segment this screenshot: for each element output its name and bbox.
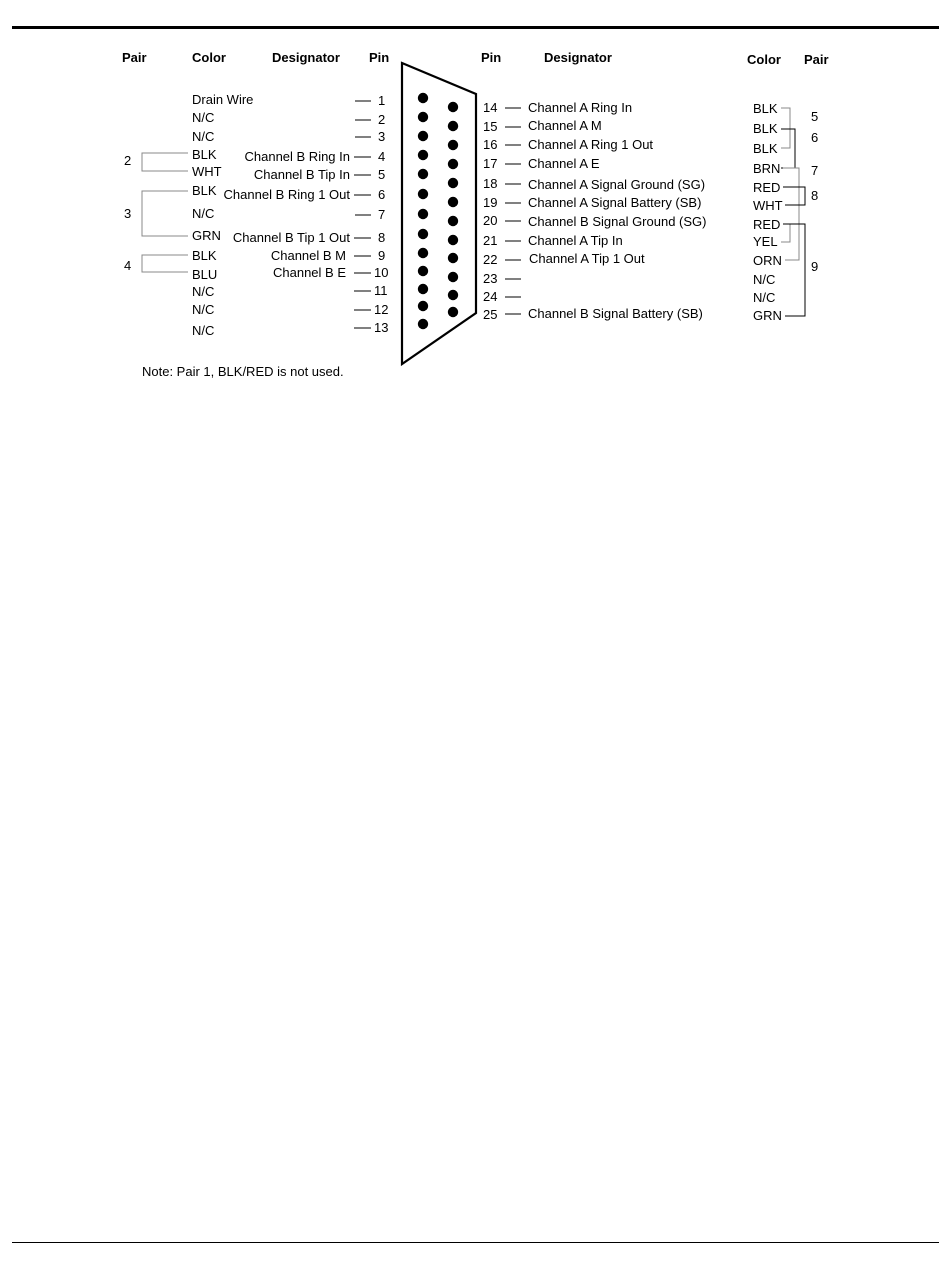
left-pair-4: 4 <box>124 258 132 273</box>
right-color-23: N/C <box>753 272 776 287</box>
right-designator-18: Channel A Signal Ground (SG) <box>528 177 706 192</box>
header-right-designator: Designator <box>544 50 612 65</box>
left-pair-brackets <box>142 153 188 272</box>
right-pair-brackets <box>781 108 805 316</box>
header-right-pair: Pair <box>804 52 829 67</box>
right-designator-19: Channel A Signal Battery (SB) <box>528 195 702 210</box>
left-color-2: N/C <box>192 110 215 125</box>
left-designator-6: Channel B Ring 1 Out <box>223 187 350 202</box>
right-color-17: BRN <box>753 161 781 176</box>
right-pin-15: 15 <box>483 119 498 134</box>
left-designator-10: Channel B E <box>273 265 346 280</box>
db25-connector-shell <box>402 63 476 364</box>
left-pin-8: 8 <box>378 230 386 245</box>
left-pin-9: 9 <box>378 248 386 263</box>
right-designator-20: Channel B Signal Ground (SG) <box>528 214 707 229</box>
right-pair-8: 8 <box>811 188 819 203</box>
note-text: Note: Pair 1, BLK/RED is not used. <box>142 364 344 379</box>
right-designator-14: Channel A Ring In <box>528 100 633 115</box>
right-pair-5: 5 <box>811 109 819 124</box>
right-pin-22: 22 <box>483 252 498 267</box>
right-color-25: GRN <box>753 308 782 323</box>
left-color-4: BLK <box>192 147 217 162</box>
left-color-10: BLU <box>192 267 218 282</box>
right-pin-24: 24 <box>483 289 498 304</box>
header-left-color: Color <box>192 50 226 65</box>
right-designator-22: Channel A Tip 1 Out <box>529 251 645 266</box>
right-color-22: ORN <box>753 253 782 268</box>
left-pin-4: 4 <box>378 149 386 164</box>
left-pin-11: 11 <box>374 283 388 298</box>
left-color-6: BLK <box>192 183 217 198</box>
right-color-19: WHT <box>753 198 783 213</box>
right-pin-23: 23 <box>483 271 498 286</box>
right-pin-21: 21 <box>483 233 498 248</box>
right-pin-19: 19 <box>483 195 498 210</box>
left-designator-9: Channel B M <box>270 248 346 263</box>
header-right-pin: Pin <box>481 50 502 65</box>
right-color-21: YEL <box>753 234 778 249</box>
bottom-rule <box>12 1242 939 1243</box>
header-left-designator: Designator <box>272 50 340 65</box>
right-designator-21: Channel A Tip In <box>528 233 623 248</box>
left-pair-3: 3 <box>124 206 132 221</box>
left-color-13: N/C <box>192 323 215 338</box>
left-pin-6: 6 <box>378 187 386 202</box>
left-pin-13: 13 <box>374 320 389 335</box>
right-color-20: RED <box>753 217 781 232</box>
left-pin-2: 2 <box>378 112 386 127</box>
header-left-pin: Pin <box>369 50 390 65</box>
left-pin-12: 12 <box>374 302 389 317</box>
left-color-9: BLK <box>192 248 217 263</box>
left-color-7: N/C <box>192 206 215 221</box>
left-pin-10: 10 <box>374 265 389 280</box>
right-pair-9: 9 <box>811 259 819 274</box>
right-color-15: BLK <box>753 121 778 136</box>
left-color-8: GRN <box>192 228 221 243</box>
right-pin-14: 14 <box>483 100 498 115</box>
right-pin-20: 20 <box>483 213 498 228</box>
left-color-12: N/C <box>192 302 215 317</box>
right-pin-17: 17 <box>483 156 498 171</box>
left-pair-2: 2 <box>124 153 132 168</box>
header-right-color: Color <box>747 52 781 67</box>
right-color-24: N/C <box>753 290 776 305</box>
left-designator-4: Channel B Ring In <box>244 149 350 164</box>
left-color-3: N/C <box>192 129 215 144</box>
left-pin-7: 7 <box>378 207 386 222</box>
left-pin-leaders <box>354 101 371 328</box>
right-color-16: BLK <box>753 141 778 156</box>
right-color-18: RED <box>753 180 781 195</box>
left-designator-8: Channel B Tip 1 Out <box>232 230 350 245</box>
right-pin-25: 25 <box>483 307 498 322</box>
right-designator-17: Channel A E <box>528 156 600 171</box>
right-color-14: BLK <box>753 101 778 116</box>
right-pair-6: 6 <box>811 130 819 145</box>
left-color-11: N/C <box>192 284 215 299</box>
left-pin-1: 1 <box>378 93 386 108</box>
right-designator-16: Channel A Ring 1 Out <box>528 137 654 152</box>
left-designator-5: Channel B Tip In <box>253 167 350 182</box>
right-pin-16: 16 <box>483 137 498 152</box>
right-pin-18: 18 <box>483 176 498 191</box>
right-pair-7: 7 <box>811 163 819 178</box>
header-left-pair: Pair <box>122 50 147 65</box>
right-pin-leaders <box>505 108 521 314</box>
left-color-1: Drain Wire <box>192 92 254 107</box>
right-designator-15: Channel A M <box>528 118 602 133</box>
left-pin-3: 3 <box>378 129 386 144</box>
left-color-5: WHT <box>192 164 222 179</box>
left-pin-5: 5 <box>378 167 386 182</box>
right-designator-25: Channel B Signal Battery (SB) <box>528 306 703 321</box>
